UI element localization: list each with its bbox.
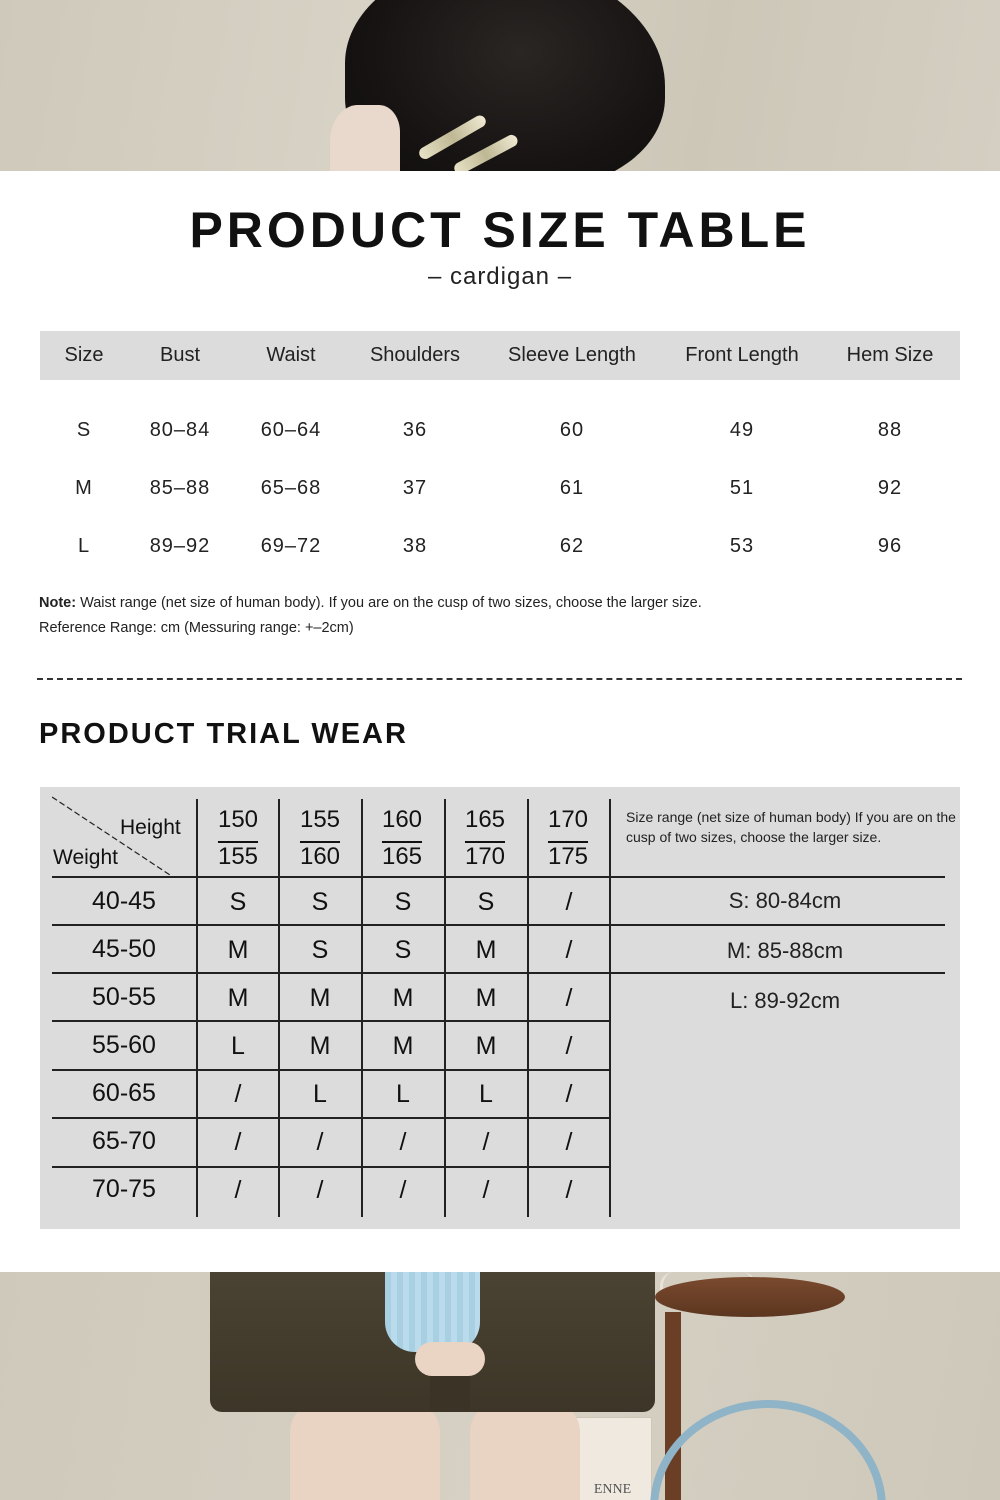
page-title: PRODUCT SIZE TABLE	[189, 202, 811, 258]
height-col-bottom: 160	[299, 843, 341, 870]
row-cell: L	[77, 535, 91, 557]
trial-cell: /	[565, 1176, 573, 1204]
height-col-bottom: 175	[547, 843, 589, 870]
weight-label: Weight	[53, 846, 118, 869]
trial-cell: M	[475, 1032, 497, 1060]
row-cell: 49	[729, 419, 755, 441]
reference-note: Reference Range: cm (Messuring range: +–2cm)	[39, 620, 354, 636]
table-row	[40, 419, 960, 443]
trial-cell: /	[234, 1128, 242, 1156]
grid-line	[52, 876, 945, 878]
trial-cell: M	[475, 984, 497, 1012]
top-model-photo	[0, 0, 1000, 171]
row-cell: 36	[402, 419, 428, 441]
weight-label-row: 40-45	[92, 887, 156, 915]
trial-cell: /	[565, 888, 573, 916]
trial-cell: M	[392, 1032, 414, 1060]
trial-cell: /	[234, 1176, 242, 1204]
trial-cell: L	[396, 1080, 410, 1108]
trial-cell: /	[482, 1176, 490, 1204]
trial-cell: M	[227, 936, 249, 964]
height-col-top: 160	[381, 806, 423, 833]
height-col-top: 170	[547, 806, 589, 833]
trial-cell: /	[399, 1176, 407, 1204]
trial-wear-table	[40, 787, 960, 1229]
grid-line	[52, 1069, 609, 1071]
weight-label-row: 60-65	[92, 1079, 156, 1107]
content-panel	[0, 171, 1000, 1272]
col-sleeve-length: Sleeve Length	[508, 344, 636, 366]
col-front-length: Front Length	[685, 344, 799, 366]
row-cell: 89–92	[149, 535, 211, 557]
book-title: ENNE	[593, 1482, 632, 1497]
note-text: Waist range (net size of human body). If you are on the cusp of two sizes, choose the larger size.	[76, 595, 702, 611]
trial-cell: M	[475, 936, 497, 964]
row-cell: 38	[402, 535, 428, 557]
range-m: M: 85-88cm	[726, 938, 844, 963]
trial-cell: M	[309, 1032, 331, 1060]
trial-cell: /	[565, 1080, 573, 1108]
grid-line	[52, 924, 945, 926]
size-table-header	[40, 331, 960, 380]
leg-right	[470, 1402, 580, 1500]
grid-line	[52, 1020, 609, 1022]
range-l: L: 89-92cm	[729, 988, 841, 1013]
side-table	[655, 1277, 845, 1317]
hand	[415, 1342, 485, 1376]
row-cell: M	[75, 477, 93, 499]
trial-cell: S	[394, 936, 412, 964]
trial-cell: M	[227, 984, 249, 1012]
height-col	[197, 801, 279, 875]
weight-label-row: 70-75	[92, 1175, 156, 1203]
grid-line	[52, 972, 945, 974]
weight-label-row: 65-70	[92, 1127, 156, 1155]
trial-cell: /	[316, 1128, 324, 1156]
grid-line	[52, 1166, 609, 1168]
trial-cell: S	[394, 888, 412, 916]
range-s: S: 80-84cm	[728, 888, 842, 913]
height-col	[444, 801, 526, 875]
table-row	[40, 477, 960, 501]
note-label: Note:	[39, 595, 77, 611]
row-cell: 80–84	[149, 419, 211, 441]
trial-cell: L	[479, 1080, 493, 1108]
weight-label-row: 45-50	[92, 935, 156, 963]
weight-label-row: 55-60	[92, 1031, 156, 1059]
trial-cell: /	[399, 1128, 407, 1156]
trial-cell: /	[565, 936, 573, 964]
row-cell: 69–72	[260, 535, 322, 557]
trial-cell: S	[477, 888, 495, 916]
face	[330, 105, 400, 171]
row-cell: 60	[559, 419, 585, 441]
row-cell: S	[76, 419, 92, 441]
trial-cell: S	[311, 936, 329, 964]
trial-cell: M	[392, 984, 414, 1012]
row-cell: 61	[559, 477, 585, 499]
trial-cell: S	[311, 888, 329, 916]
trial-cell: /	[565, 984, 573, 1012]
col-shoulders: Shoulders	[369, 344, 461, 366]
weight-label-row: 50-55	[92, 983, 156, 1011]
size-note	[39, 595, 702, 611]
height-col-bottom: 155	[217, 843, 259, 870]
height-col-bottom: 165	[381, 843, 423, 870]
table-row	[40, 535, 960, 559]
row-cell: 60–64	[260, 419, 322, 441]
height-col-bottom: 170	[464, 843, 506, 870]
row-cell: 96	[877, 535, 903, 557]
col-waist: Waist	[266, 344, 316, 366]
col-bust: Bust	[159, 344, 201, 366]
height-col-top: 165	[464, 806, 506, 833]
row-cell: 92	[877, 477, 903, 499]
range-note: Size range (net size of human body) If you are on the cusp of two sizes, choose the larger size.	[626, 809, 956, 845]
height-col-top: 155	[299, 806, 341, 833]
trial-cell: /	[316, 1176, 324, 1204]
height-col-top: 150	[217, 806, 259, 833]
height-col	[527, 801, 609, 875]
row-cell: 53	[729, 535, 755, 557]
bottom-model-photo	[0, 1272, 1000, 1500]
row-cell: 62	[559, 535, 585, 557]
row-cell: 37	[402, 477, 428, 499]
row-cell: 65–68	[260, 477, 322, 499]
row-cell: 51	[729, 477, 755, 499]
bag-handle	[650, 1400, 886, 1500]
page-subtitle: – cardigan –	[427, 263, 573, 290]
trial-cell: /	[234, 1080, 242, 1108]
col-hem-size: Hem Size	[846, 344, 934, 366]
height-col	[361, 801, 443, 875]
trial-cell: /	[482, 1128, 490, 1156]
grid-line	[52, 1117, 609, 1119]
trial-cell: /	[565, 1128, 573, 1156]
trial-cell: S	[229, 888, 247, 916]
trial-cell: M	[309, 984, 331, 1012]
trial-cell: L	[231, 1032, 245, 1060]
row-cell: 85–88	[149, 477, 211, 499]
height-col	[279, 801, 361, 875]
col-size: Size	[64, 344, 104, 366]
height-label: Height	[120, 816, 181, 839]
trial-title: PRODUCT TRIAL WEAR	[39, 718, 408, 750]
trial-cell: /	[565, 1032, 573, 1060]
trial-cell: L	[313, 1080, 327, 1108]
row-cell: 88	[877, 419, 903, 441]
cardigan-sleeve	[385, 1272, 480, 1352]
divider	[37, 678, 962, 680]
leg-left	[290, 1402, 440, 1500]
